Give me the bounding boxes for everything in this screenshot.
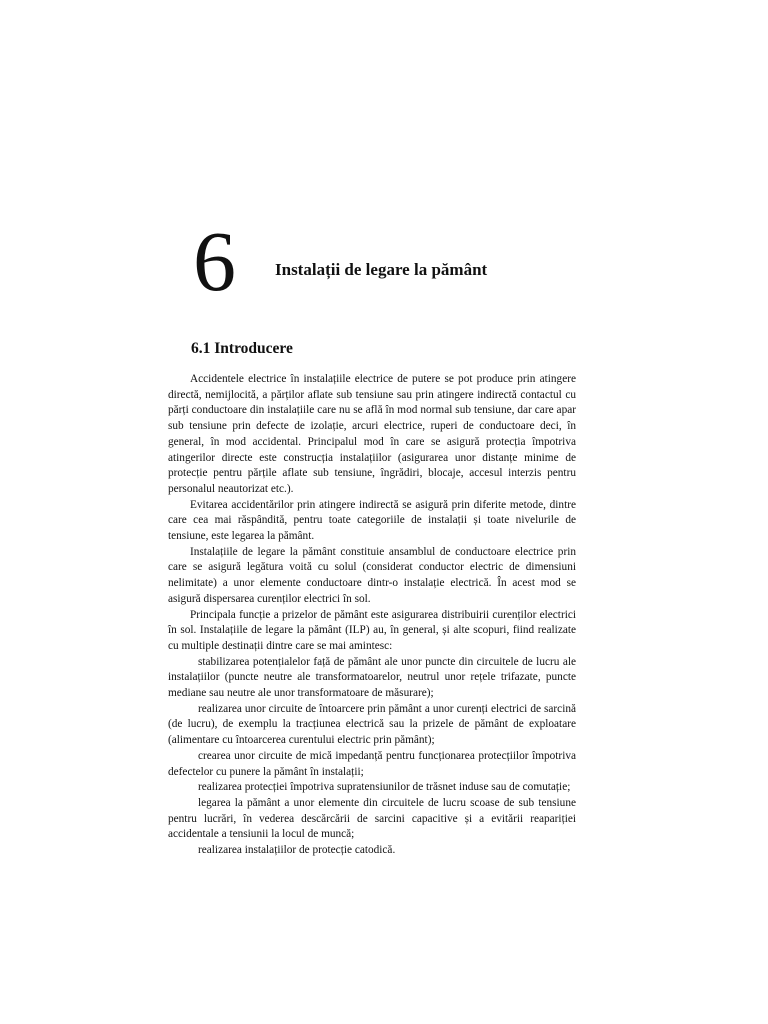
- list-item: legarea la pământ a unor elemente din circuitele de lucru scoase de sub tensiune pentru lucrări, în vederea descărcării de sarcini capacitive și a evitării reapariției accidentale a tensiunii la locul de muncă;: [168, 796, 576, 841]
- list-item: realizarea instalațiilor de protecție catodică.: [198, 844, 396, 857]
- paragraph: Instalațiile de legare la pământ constituie ansamblul de conductoare electrice prin care se asigură legătura voită cu solul (considerat conductor electric de dimensiuni nelimitate) a unor elemente conductoare dintr-o instalație electrică. În acest mod se asigură dispersarea curenților electrici în sol.: [168, 545, 576, 605]
- chapter-title: Instalații de legare la pământ: [275, 260, 488, 279]
- list-item: crearea unor circuite de mică impedanță pentru funcționarea protecțiilor împotriva defectelor cu punere la pământ în instalații;: [168, 749, 576, 778]
- section-heading: 6.1 Introducere: [191, 340, 293, 357]
- list-item: stabilizarea potențialelor față de pământ ale unor puncte din circuitele de lucru ale instalațiilor (puncte neutre ale transformatoarelor, neutrul unor rețele trifazate, puncte mediane sau neutre ale unor transformatoare de măsurare);: [168, 655, 576, 700]
- chapter-number: 6: [193, 213, 236, 309]
- body-text: [168, 372, 576, 859]
- paragraph: Accidentele electrice în instalațiile electrice de putere se pot produce prin atingere directă, nemijlocită, a părților aflate sub tensiune sau prin atingere indirectă contactul cu părți conductoare din instalațiile care nu se află în mod normal sub tensiune, dar care apar sub tensiune prin defecte de izolație, arcuri electrice, ruperi de conductoare deci, în general, în mod accidental. Principalul mod în care se asigură protecția împotriva atingerilor directe este construcția instalațiilor (asigurarea unor distanțe minime de protecție pentru părțile aflate sub tensiune, îngrădiri, blocaje, accesul interzis pentru personalul neautorizat etc.).: [168, 373, 576, 495]
- list-item: realizarea protecției împotriva supratensiunilor de trăsnet induse sau de comutație;: [198, 781, 571, 794]
- paragraph: Principala funcție a prizelor de pământ este asigurarea distribuirii curenților electrici în sol. Instalațiile de legare la pământ (ILP) au, în general, și alte scopuri, fiind realizate cu multiple destinații dintre care se mai amintesc:: [168, 608, 576, 652]
- paragraph: Evitarea accidentărilor prin atingere indirectă se asigură prin diferite metode, dintre care cea mai răspândită, pentru toate categoriile de instalații și toate nivelurile de tensiune, este legarea la pământ.: [168, 498, 576, 543]
- list-item: realizarea unor circuite de întoarcere prin pământ a unor curenți electrici de sarcină (de lucru), de exemplu la tracțiunea electrică sau la prizele de pământ de exploatare (alimentare cu întoarcerea curentului electric prin pământ);: [168, 702, 576, 747]
